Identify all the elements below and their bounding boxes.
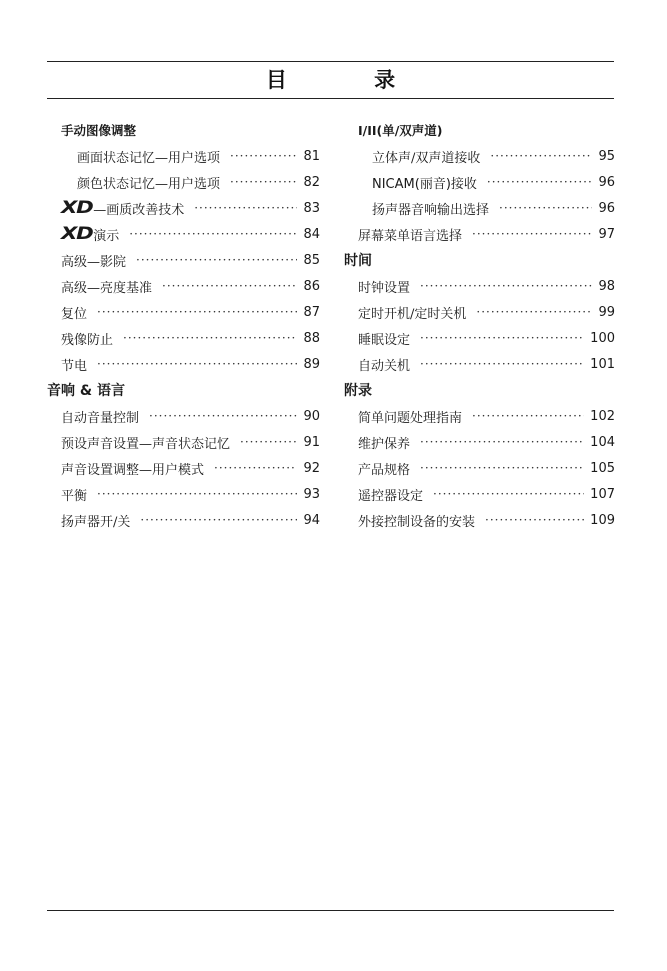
xd-logo: XD	[61, 224, 93, 244]
toc-page-number: 100	[590, 330, 615, 346]
toc-entry[interactable]	[47, 351, 320, 377]
toc-page-number: 99	[598, 304, 615, 320]
toc-entry-label: 颜色状态记忆—用户选项	[77, 176, 221, 192]
toc-page-number: 93	[303, 486, 320, 502]
toc-entry-label: 睡眠设定	[358, 332, 411, 348]
toc-entry-label: 演示	[93, 228, 120, 244]
dot-leader	[420, 461, 584, 475]
toc-entry-label: 预设声音设置—声音状态记忆	[61, 436, 231, 452]
toc-entry[interactable]	[47, 481, 320, 507]
dot-leader	[97, 305, 297, 319]
toc-page-number: 107	[590, 486, 615, 502]
toc-entry[interactable]	[344, 455, 615, 481]
toc-entry-label: 残像防止	[61, 332, 114, 348]
toc-entry[interactable]	[344, 429, 615, 455]
dot-leader	[420, 331, 584, 345]
toc-page-number: 86	[303, 278, 320, 294]
toc-page-number: 89	[303, 356, 320, 372]
toc-page-number: 102	[590, 408, 615, 424]
toc-left-column	[47, 117, 320, 533]
dot-leader	[420, 435, 584, 449]
toc-page-number: 104	[590, 434, 615, 450]
toc-page-number: 92	[303, 460, 320, 476]
toc-page-number: 96	[598, 174, 615, 190]
toc-page-number: 109	[590, 512, 615, 528]
dot-leader	[149, 409, 297, 423]
toc-page-number: 81	[303, 148, 320, 164]
bottom-rule	[47, 910, 614, 911]
toc-entry[interactable]	[344, 299, 615, 325]
dot-leader	[420, 279, 592, 293]
toc-entry[interactable]	[344, 325, 615, 351]
toc-entry-label: 维护保养	[358, 436, 411, 452]
toc-page-number: 91	[303, 434, 320, 450]
toc-page-number: 105	[590, 460, 615, 476]
toc-page-number: 84	[303, 226, 320, 242]
toc-entry[interactable]	[47, 403, 320, 429]
toc-entry-label: 高级—影院	[61, 254, 127, 270]
toc-page-number: 95	[598, 148, 615, 164]
toc-entry-label: 画面状态记忆—用户选项	[77, 150, 221, 166]
toc-entry[interactable]	[344, 403, 615, 429]
dot-leader	[433, 487, 584, 501]
toc-page-number: 87	[303, 304, 320, 320]
toc-page-number: 94	[303, 512, 320, 528]
toc-entry[interactable]	[344, 143, 615, 169]
toc-entry[interactable]	[47, 221, 320, 247]
toc-entry-label: 自动音量控制	[61, 410, 140, 426]
toc-section-heading: 音响 & 语言	[47, 383, 125, 399]
toc-entry-label: NICAM(丽音)接收	[372, 176, 477, 192]
toc-entry[interactable]	[47, 299, 320, 325]
toc-entry-label: 产品规格	[358, 462, 411, 478]
toc-entry-label: 简单问题处理指南	[358, 410, 463, 426]
toc-entry[interactable]	[47, 455, 320, 481]
toc-entry-label: 自动关机	[358, 358, 411, 374]
toc-entry-label: 声音设置调整—用户模式	[61, 462, 205, 478]
toc-page-number: 101	[590, 356, 615, 372]
dot-leader	[123, 331, 297, 345]
toc-entry[interactable]	[344, 507, 615, 533]
dot-leader	[162, 279, 297, 293]
toc-entry[interactable]	[344, 169, 615, 195]
toc-page-number: 83	[303, 200, 320, 216]
toc-section-heading: 附录	[344, 383, 372, 399]
toc-entry[interactable]	[47, 143, 320, 169]
dot-leader	[240, 435, 297, 449]
dot-leader	[485, 513, 584, 527]
title-rule	[47, 98, 614, 99]
toc-entry[interactable]	[344, 221, 615, 247]
dot-leader	[136, 253, 297, 267]
toc-page-number: 90	[303, 408, 320, 424]
toc-entry[interactable]	[47, 507, 320, 533]
dot-leader	[140, 513, 297, 527]
dot-leader	[129, 227, 297, 241]
dot-leader	[230, 149, 297, 163]
toc-section-heading: 时间	[344, 253, 372, 269]
dot-leader	[97, 357, 297, 371]
top-rule	[47, 61, 614, 62]
toc-entry-label: 扬声器开/关	[61, 514, 131, 530]
toc-entry-label: 高级—亮度基准	[61, 280, 153, 296]
toc-entry[interactable]	[344, 273, 615, 299]
toc-entry-label: 遥控器设定	[358, 488, 424, 504]
dot-leader	[499, 201, 592, 215]
toc-entry[interactable]	[344, 195, 615, 221]
toc-entry[interactable]	[47, 273, 320, 299]
toc-entry-label: 扬声器音响输出选择	[372, 202, 490, 218]
toc-entry-label: 定时开机/定时关机	[358, 306, 467, 322]
toc-page-number: 85	[303, 252, 320, 268]
dot-leader	[490, 149, 592, 163]
toc-entry-label: 屏幕菜单语言选择	[358, 228, 463, 244]
toc-entry[interactable]	[47, 169, 320, 195]
dot-leader	[472, 227, 592, 241]
dot-leader	[476, 305, 592, 319]
toc-subheading: I/II(单/双声道)	[358, 123, 443, 138]
dot-leader	[487, 175, 593, 189]
dot-leader	[97, 487, 297, 501]
toc-page-number: 97	[598, 226, 615, 242]
toc-page-number: 88	[303, 330, 320, 346]
toc-page-number: 98	[598, 278, 615, 294]
toc-subheading: 手动图像调整	[61, 123, 137, 138]
toc-right-column	[344, 117, 615, 533]
toc-entry[interactable]	[344, 351, 615, 377]
toc-entry[interactable]	[47, 195, 320, 221]
toc-entry[interactable]	[47, 429, 320, 455]
toc-entry-label: 时钟设置	[358, 280, 411, 296]
dot-leader	[194, 201, 297, 215]
toc-entry-label: 立体声/双声道接收	[372, 150, 481, 166]
toc-entry[interactable]	[47, 325, 320, 351]
dot-leader	[214, 461, 297, 475]
page-title: 目 录	[265, 68, 436, 92]
toc-entry-label: 复位	[61, 306, 88, 322]
toc-entry-label: —画质改善技术	[93, 202, 185, 218]
toc-page-number: 82	[303, 174, 320, 190]
toc-entry-label: 外接控制设备的安装	[358, 514, 476, 530]
xd-logo: XD	[61, 198, 93, 218]
toc-entry[interactable]	[344, 481, 615, 507]
toc-entry-label: 平衡	[61, 488, 88, 504]
toc-page-number: 96	[598, 200, 615, 216]
dot-leader	[472, 409, 584, 423]
dot-leader	[230, 175, 297, 189]
toc-entry[interactable]	[47, 247, 320, 273]
dot-leader	[420, 357, 584, 371]
toc-entry-label: 节电	[61, 358, 88, 374]
